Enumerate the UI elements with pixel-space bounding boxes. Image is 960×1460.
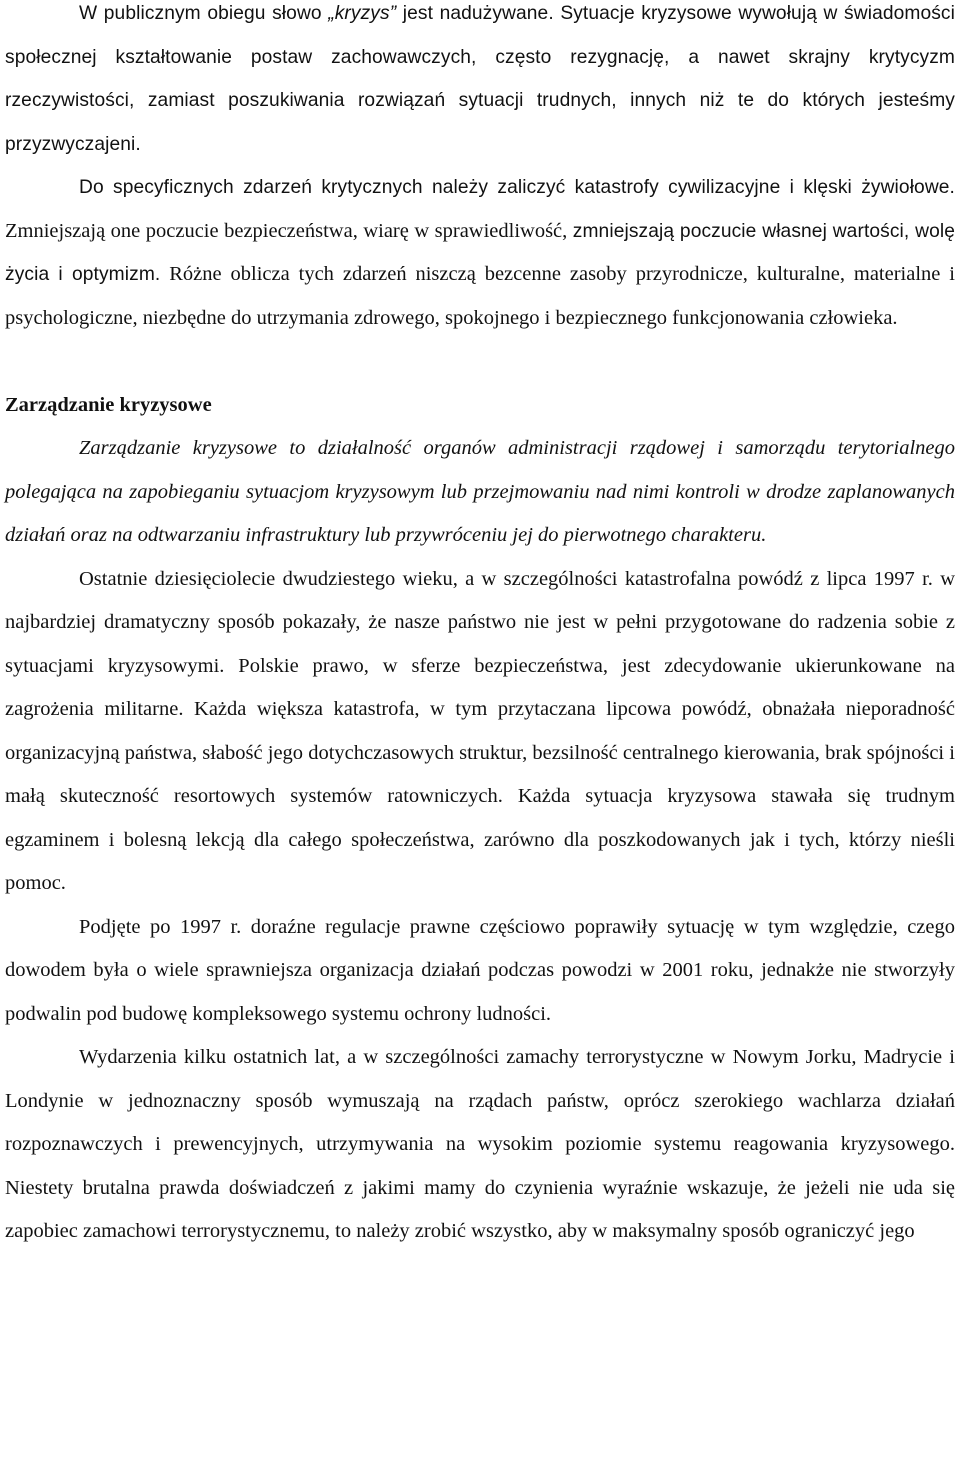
document-page	[5, 0, 955, 1254]
disasters-text-1: Do specyficznych zdarzeń krytycznych należy zaliczyć katastrofy cywilizacyjne i klęski żywiołowe.	[79, 177, 955, 198]
intro-text-start: W publicznym obiegu słowo	[79, 3, 329, 24]
definition-paragraph: Zarządzanie kryzysowe to działalność organów administracji rządowej i samorządu terytorialnego polegająca na zapobieganiu sytuacjom kryzysowym lub przejmowaniu nad nimi kontroli w drodze zaplanowanych działań oraz na odtwarzaniu infrastruktury lub przywróceniu jej do pierwotnego charakteru.	[5, 437, 955, 546]
intro-text-rest: jest nadużywane. Sytuacje kryzysowe wywołują w świadomości społecznej kształtowanie postaw zachowawczych, często rezygnację, a nawet skrajny krytycyzm rzeczywistości, zamiast poszukiwania rozwiązań sytuacji trudnych, innych niż te do których jesteśmy przyzwyczajeni.	[5, 3, 955, 155]
regulations-paragraph: Podjęte po 1997 r. doraźne regulacje prawne częściowo poprawiły sytuację w tym względzie, czego dowodem była o wiele sprawniejsza organizacja działań podczas powodzi w 2001 roku, jednakże nie stworzyły podwalin pod budowę kompleksowego systemu ochrony ludności.	[5, 915, 955, 1025]
section-heading: Zarządzanie kryzysowe	[5, 393, 212, 416]
disasters-paragraph	[5, 166, 955, 340]
disasters-text-2: Zmniejszają one poczucie bezpieczeństwa, wiarę w sprawiedliwość,	[5, 219, 573, 242]
disasters-text-4: Różne oblicza tych zdarzeń niszczą bezcenne zasoby przyrodnicze, kulturalne, materialne i psychologiczne, niezbędne do utrzymania zdrowego, spokojnego i bezpiecznego funkcjonowania człowieka.	[5, 263, 955, 329]
disasters-text-3: zmniejszają poczucie własnej wartości, wolę życia i optymizm.	[5, 220, 955, 285]
history-paragraph: Ostatnie dziesięciolecie dwudziestego wieku, a w szczególności katastrofalna powódź z lipca 1997 r. w najbardziej dramatyczny sposób pokazały, że nasze państwo nie jest w pełni przygotowane do radzenia sobie z sytuacjami kryzysowymi. Polskie prawo, w sferze bezpieczeństwa, jest zdecydowanie ukierunkowane na zagrożenia militarne. Każda większa katastrofa, w tym przytaczana lipcowa powódź, obnażała nieporadność organizacyjną państwa, słabość jego dotychczasowych struktur, bezsilność centralnego kierowania, brak spójności i małą skuteczność resortowych systemów ratowniczych. Każda sytuacja kryzysowa stawała się trudnym egzaminem i bolesną lekcją dla całego społeczeństwa, zarówno dla poszkodowanych jak i tych, którzy nieśli pomoc.	[5, 567, 955, 894]
terrorism-paragraph: Wydarzenia kilku ostatnich lat, a w szczególności zamachy terrorystyczne w Nowym Jorku, Madrycie i Londynie w jednoznaczny sposób wymuszają na rządach państw, oprócz szerokiego wachlarza działań rozpoznawczych i prewencyjnych, utrzymywania na wysokim poziomie systemu reagowania kryzysowego. Niestety brutalna prawda doświadczeń z jakimi mamy do czynienia wyraźnie wskazuje, że jeżeli nie uda się zapobiec zamachowi terrorystycznemu, to należy zrobić wszystko, aby w maksymalny sposób ograniczyć jego	[5, 1046, 955, 1242]
intro-paragraph	[5, 0, 955, 166]
intro-quoted-word: „kryzys”	[328, 3, 397, 24]
